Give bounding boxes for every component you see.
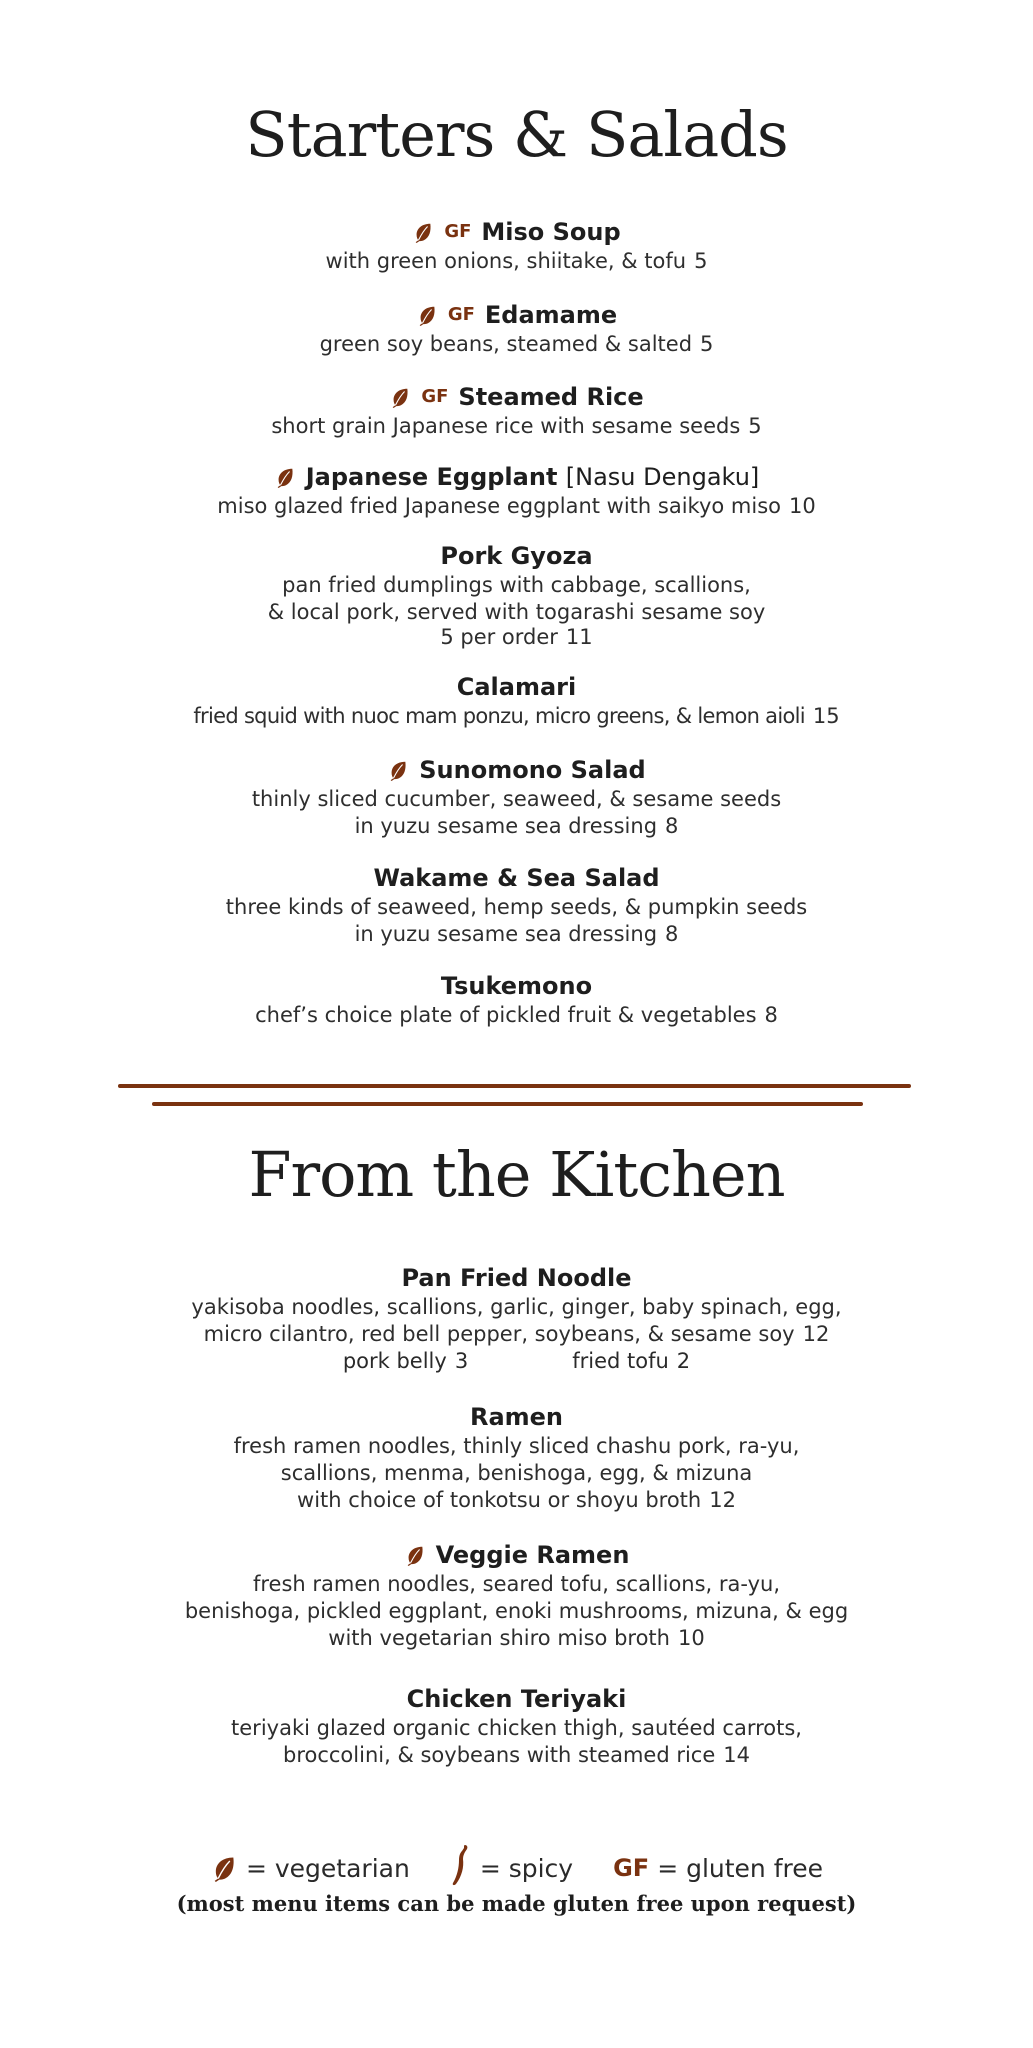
- item-description-line: pan fried dumplings with cabbage, scallions,: [282, 573, 751, 597]
- item-name: Veggie Ramen: [435, 1541, 630, 1569]
- item-name: Pan Fried Noodle: [401, 1264, 632, 1292]
- item-price: 10: [677, 1626, 705, 1650]
- legend-gluten-free-label: = gluten free: [657, 1853, 824, 1883]
- gf-badge: GF: [421, 386, 449, 407]
- legend-vegetarian: [210, 1854, 410, 1883]
- item-price: 5: [748, 414, 762, 438]
- leaf-icon: [274, 466, 296, 488]
- item-description-line: & local pork, served with togarashi sesame soy: [267, 600, 766, 624]
- menu-item-wakame-sea-salad: [0, 862, 1033, 948]
- item-price: 5: [694, 249, 708, 273]
- item-price: 8: [665, 922, 679, 946]
- leaf-icon: [210, 1854, 238, 1882]
- item-name: Miso Soup: [481, 218, 621, 246]
- item-name: Calamari: [456, 673, 577, 701]
- leaf-icon: [404, 1544, 426, 1566]
- item-description-line: fresh ramen noodles, seared tofu, scallions, ra-yu,: [252, 1572, 781, 1596]
- gf-badge: GF: [613, 1854, 650, 1882]
- menu-item-miso-soup: [0, 216, 1033, 275]
- menu-item-sunomono-salad: [0, 754, 1033, 840]
- item-price: 5: [700, 332, 714, 356]
- item-name: Edamame: [484, 301, 618, 329]
- item-name: Japanese Eggplant: [305, 463, 558, 491]
- item-price: 14: [723, 1743, 750, 1767]
- item-price: 15: [812, 704, 840, 728]
- starters-section-title: Starters & Salads: [245, 98, 788, 171]
- item-name: Tsukemono: [440, 972, 593, 1000]
- item-description: 5 per order: [440, 625, 558, 649]
- menu-item-tsukemono: [0, 970, 1033, 1029]
- item-name: Ramen: [469, 1403, 564, 1431]
- item-description: miso glazed fried Japanese eggplant with saikyo miso: [217, 494, 781, 518]
- leaf-icon: [389, 386, 411, 408]
- gf-badge: GF: [447, 304, 475, 325]
- menu-item-steamed-rice: [0, 381, 1033, 440]
- item-description-line: benishoga, pickled eggplant, enoki mushrooms, mizuna, & egg: [184, 1599, 849, 1623]
- item-price: 11: [565, 625, 593, 649]
- item-name: Pork Gyoza: [440, 542, 593, 570]
- leaf-icon: [387, 759, 409, 781]
- item-name: Sunomono Salad: [419, 756, 646, 784]
- section-divider: [118, 1084, 911, 1088]
- section-divider: [152, 1102, 863, 1106]
- leaf-icon: [412, 221, 434, 243]
- menu-item-ramen: [0, 1401, 1033, 1514]
- legend-vegetarian-label: = vegetarian: [245, 1853, 410, 1883]
- menu-item-calamari: [0, 671, 1033, 730]
- kitchen-section-title: From the Kitchen: [248, 1138, 785, 1211]
- leaf-icon: [416, 304, 438, 326]
- item-name: Chicken Teriyaki: [406, 1685, 627, 1713]
- item-description: micro cilantro, red bell pepper, soybeans, & sesame soy: [203, 1322, 795, 1346]
- item-description: green soy beans, steamed & salted: [319, 332, 693, 356]
- menu-item-pan-fried-noodle: [0, 1262, 1033, 1375]
- menu-item-chicken-teriyaki: [0, 1683, 1033, 1769]
- item-price: 8: [764, 1003, 778, 1027]
- chili-pepper-icon: [450, 1843, 472, 1893]
- item-description-line: yakisoba noodles, scallions, garlic, ginger, baby spinach, egg,: [191, 1295, 842, 1319]
- item-description: short grain Japanese rice with sesame seeds: [271, 414, 741, 438]
- item-description-line: thinly sliced cucumber, seaweed, & sesame seeds: [251, 787, 782, 811]
- addon-pork-belly: pork belly 3: [342, 1349, 469, 1373]
- item-description: with green onions, shiitake, & tofu: [325, 249, 687, 273]
- gf-badge: GF: [444, 221, 472, 242]
- item-description: in yuzu sesame sea dressing: [354, 814, 658, 838]
- item-price: 8: [665, 814, 679, 838]
- item-price: 12: [802, 1322, 830, 1346]
- item-addons: [0, 1348, 1033, 1375]
- item-description-line: teriyaki glazed organic chicken thigh, sautéed carrots,: [231, 1716, 802, 1740]
- menu-item-veggie-ramen: [0, 1539, 1033, 1652]
- item-alt-name: [Nasu Dengaku]: [565, 463, 760, 491]
- item-description: with choice of tonkotsu or shoyu broth: [297, 1488, 702, 1512]
- item-description-line: fresh ramen noodles, thinly sliced chashu pork, ra-yu,: [233, 1434, 800, 1458]
- menu-item-pork-gyoza: [0, 540, 1033, 651]
- item-description: in yuzu sesame sea dressing: [354, 922, 658, 946]
- addon-fried-tofu: fried tofu 2: [572, 1349, 691, 1373]
- item-price: 12: [709, 1488, 736, 1512]
- menu-legend: [0, 1843, 1033, 1893]
- menu-item-japanese-eggplant: [0, 461, 1033, 520]
- legend-spicy: [450, 1843, 573, 1893]
- menu-item-edamame: [0, 299, 1033, 358]
- item-price: 10: [788, 494, 816, 518]
- item-name: Wakame & Sea Salad: [373, 864, 660, 892]
- item-description: with vegetarian shiro miso broth: [328, 1626, 670, 1650]
- item-description: fried squid with nuoc mam ponzu, micro greens, & lemon aioli: [193, 704, 805, 728]
- item-description: chef’s choice plate of pickled fruit & vegetables: [255, 1003, 757, 1027]
- gluten-free-note: (most menu items can be made gluten free upon request): [176, 1891, 857, 1916]
- legend-gluten-free: [613, 1854, 823, 1883]
- item-description-line: three kinds of seaweed, hemp seeds, & pumpkin seeds: [225, 895, 808, 919]
- item-description-line: scallions, menma, benishoga, egg, & mizuna: [280, 1461, 753, 1485]
- item-name: Steamed Rice: [458, 383, 644, 411]
- legend-spicy-label: = spicy: [479, 1853, 574, 1883]
- item-description: broccolini, & soybeans with steamed rice: [282, 1743, 716, 1767]
